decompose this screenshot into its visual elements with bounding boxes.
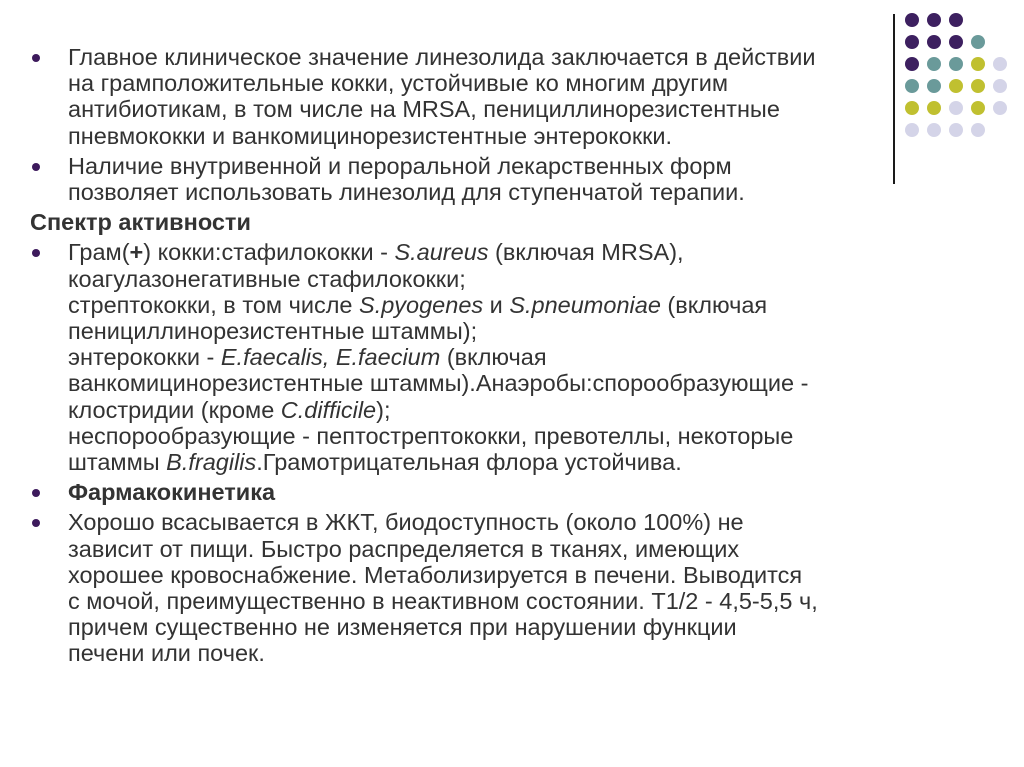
text-line: зависит от пищи. Быстро распределяется в тканях, имеющих — [68, 535, 740, 562]
text-line: на грамположительные кокки, устойчивые ко многим другим — [68, 70, 729, 97]
text-line: позволяет использовать линезолид для ступенчатой терапии. — [68, 179, 745, 206]
text-line: клостридии (кроме C.difficile); — [68, 396, 391, 423]
decor-dot — [905, 13, 919, 27]
text-line: причем существенно не изменяется при нарушении функции — [68, 614, 737, 641]
bullet-dosage-forms — [30, 153, 990, 205]
bullet-dot — [32, 519, 40, 527]
text-line: пневмококки и ванкомицинорезистентные энтерококки. — [68, 122, 673, 149]
text-line: антибиотикам, в том числе на MRSA, пенициллинорезистентные — [68, 96, 780, 123]
bullet-spectrum — [30, 239, 990, 475]
text-line: пенициллинорезистентные штаммы); — [68, 318, 478, 345]
bullet-dot — [32, 249, 40, 257]
text-line: стрептококки, в том числе S.pyogenes и S.pneumoniae (включая — [68, 291, 768, 318]
text-line: коагулазонегативные стафилококки; — [68, 265, 466, 292]
bullet-clinical-value — [30, 44, 990, 149]
text-line: Наличие внутривенной и пероральной лекарственных форм — [68, 152, 732, 179]
text-line: Главное клиническое значение линезолида заключается в действии — [68, 44, 816, 70]
bullet-dot — [32, 163, 40, 171]
text-line: Грам(+) кокки:стафилококки - S.aureus (включая MRSA), — [68, 239, 684, 266]
bullet-pharmacokinetics-heading — [30, 479, 990, 505]
text-line: Хорошо всасывается в ЖКТ, биодоступность (около 100%) не — [68, 509, 744, 536]
spectrum-heading: Спектр активности — [30, 209, 251, 236]
text-line: печени или почек. — [68, 640, 265, 667]
decor-dot — [927, 13, 941, 27]
text-line: энтерококки - E.faecalis, E.faecium (включая — [68, 344, 547, 371]
bullet-pharmacokinetics — [30, 509, 990, 666]
text-line: с мочой, преимущественно в неактивном состоянии. Т1/2 - 4,5-5,5 ч, — [68, 588, 818, 615]
text-line: хорошее кровоснабжение. Метаболизируется в печени. Выводится — [68, 561, 803, 588]
decor-dot — [993, 57, 1007, 71]
slide-content — [30, 44, 990, 671]
decor-dot — [993, 101, 1007, 115]
text-line: неспорообразующие - пептострептококки, превотеллы, некоторые — [68, 422, 794, 449]
text-line: штаммы B.fragilis.Грамотрицательная флора устойчива. — [68, 449, 682, 476]
text-line: ванкомицинорезистентные штаммы).Анаэробы:спорообразующие - — [68, 370, 809, 397]
bullet-dot — [32, 54, 40, 62]
bullet-dot — [32, 489, 40, 497]
decor-dot — [993, 79, 1007, 93]
pk-heading: Фармакокинетика — [68, 479, 276, 506]
decor-dot — [949, 13, 963, 27]
